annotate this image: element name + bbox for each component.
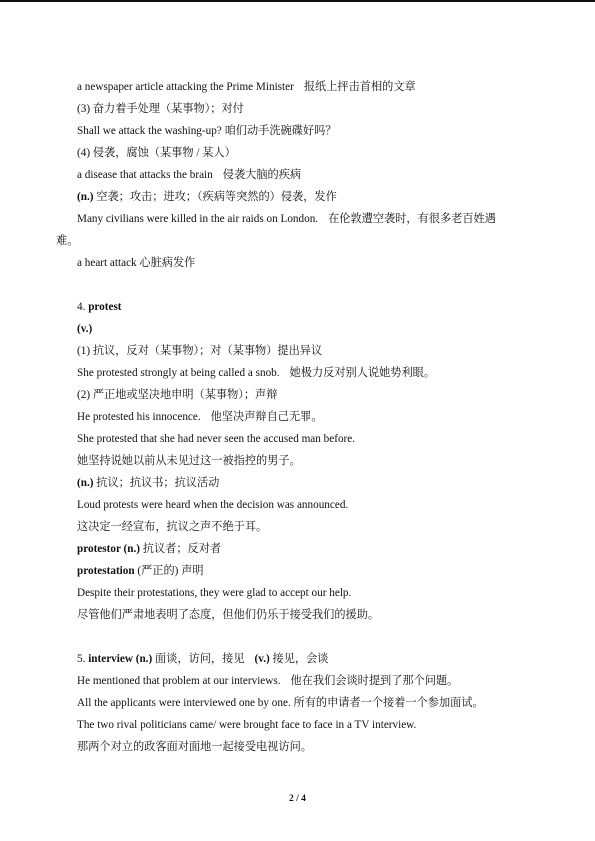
text-segment: a newspaper article attacking the Prime Minister <box>77 81 294 93</box>
text-segment: 报纸上抨击首相的文章 <box>303 81 416 93</box>
bold-term: (v.) <box>77 323 93 335</box>
text-line <box>77 190 337 204</box>
text-segment: (严正的) 声明 <box>134 565 204 577</box>
text-line <box>77 586 351 600</box>
text-line <box>77 80 416 94</box>
bold-term: protestor (n.) <box>77 543 140 555</box>
text-segment: Many civilians were killed in the air raids on London. <box>77 213 319 225</box>
text-segment: All the applicants were interviewed one by one. 所有的申请者一个接着一个参加面试。 <box>77 697 484 709</box>
text-line <box>77 674 458 688</box>
top-rule <box>0 0 595 2</box>
bold-term: protestation <box>77 565 135 577</box>
text-segment: 他坚决声辩自己无罪。 <box>210 411 323 423</box>
text-segment: She protested strongly at being called a snob. <box>77 367 280 379</box>
bold-term: (v.) <box>254 653 270 665</box>
text-segment: (4) 侵袭，腐蚀（某事物 / 某人） <box>77 147 236 159</box>
text-line <box>77 322 92 336</box>
bold-term: (n.) <box>77 191 94 203</box>
text-segment: 她极力反对别人说她势利眼。 <box>289 367 436 379</box>
text-line <box>77 740 312 754</box>
text-line <box>77 652 329 666</box>
text-line <box>77 256 195 270</box>
text-segment: 接见，会谈 <box>269 653 329 665</box>
text-line <box>77 124 336 138</box>
text-segment: 在伦敦遭空袭时，有很多老百姓遇 <box>328 213 496 225</box>
bold-term: interview (n.) <box>88 653 153 665</box>
text-segment: (3) 奋力着手处理（某事物）；对付 <box>77 103 244 115</box>
text-line <box>77 168 301 182</box>
text-line <box>77 146 236 160</box>
bold-term: protest <box>88 301 122 313</box>
text-line <box>77 366 435 380</box>
text-line <box>77 476 219 490</box>
text-segment: 这决定一经宣布，抗议之声不绝于耳。 <box>77 521 268 533</box>
text-segment: 5. <box>77 653 89 665</box>
text-segment: Loud protests were heard when the decision was announced. <box>77 499 349 511</box>
text-line <box>77 432 355 446</box>
text-segment: 抗议者；反对者 <box>139 543 222 555</box>
text-segment: 4. <box>77 301 89 313</box>
text-segment: He protested his innocence. <box>77 411 201 423</box>
text-line <box>77 608 379 622</box>
text-line <box>77 564 204 578</box>
text-segment: 他在我们会谈时提到了那个问题。 <box>290 675 459 687</box>
text-line <box>56 234 78 248</box>
text-segment: He mentioned that problem at our interviews. <box>77 675 281 687</box>
text-segment: 那两个对立的政客面对面地一起接受电视访问。 <box>77 741 312 753</box>
text-segment: The two rival politicians came/ were brought face to face in a TV interview. <box>77 719 417 731</box>
text-segment: a heart attack 心脏病发作 <box>77 257 196 269</box>
text-line <box>77 388 277 402</box>
text-segment: 侵袭大脑的疾病 <box>222 169 302 181</box>
page-number: 2 / 4 <box>289 794 306 804</box>
text-line <box>77 542 221 556</box>
text-line <box>77 212 496 226</box>
text-segment: 空袭；攻击；进攻；（疾病等突然的）侵袭，发作 <box>93 191 337 203</box>
text-segment: 难。 <box>56 235 79 247</box>
text-segment: Despite their protestations, they were glad to accept our help. <box>77 587 352 599</box>
text-line <box>77 696 484 710</box>
text-segment: Shall we attack the washing-up? 咱们动手洗碗碟好吗？ <box>77 125 337 137</box>
text-segment: 抗议；抗议书；抗议活动 <box>93 477 220 489</box>
text-line <box>77 410 323 424</box>
text-line <box>77 718 416 732</box>
text-segment: 面谈，访问，接见 <box>152 653 245 665</box>
text-segment: 她坚持说她以前从未见过这一被指控的男子。 <box>77 455 301 467</box>
text-line <box>77 300 122 314</box>
text-line <box>77 498 348 512</box>
text-segment: She protested that she had never seen the accused man before. <box>77 433 356 445</box>
text-line <box>77 344 322 358</box>
bold-term: (n.) <box>77 477 94 489</box>
text-segment: (1) 抗议，反对（某事物）；对（某事物）提出异议 <box>77 345 323 357</box>
text-segment: 尽管他们严肃地表明了态度，但他们仍乐于接受我们的援助。 <box>77 609 380 621</box>
text-line <box>77 454 301 468</box>
text-segment: (2) 严正地或坚决地申明（某事物）；声辩 <box>77 389 278 401</box>
text-segment: a disease that attacks the brain <box>77 169 213 181</box>
text-line <box>77 102 244 116</box>
text-line <box>77 520 267 534</box>
